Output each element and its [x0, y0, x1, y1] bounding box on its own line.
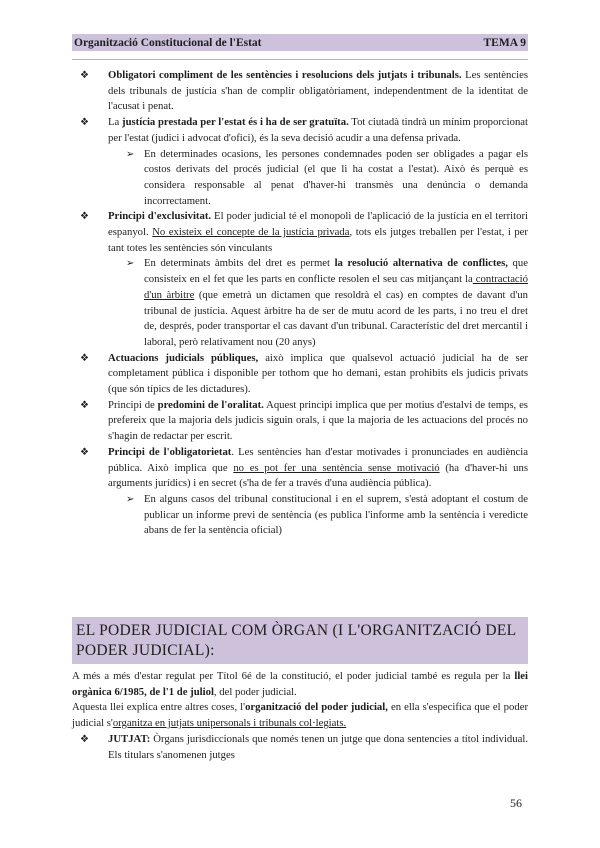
diamond-bullet-icon: ❖ — [80, 211, 89, 223]
diamond-bullet-icon: ❖ — [80, 352, 89, 364]
list-item: ❖ Actuacions judicials públiques, això implica que qualsevol actuació judicial ha de ser completament pública i disponible per tothom que ho demani, estan prohibits els judicis privats (que són típics de les dictadures). — [80, 351, 528, 396]
header-divider — [72, 59, 528, 60]
header-chapter: TEMA 9 — [483, 36, 526, 49]
section-heading: EL PODER JUDICIAL COM ÒRGAN (I L'ORGANITZACIÓ DEL PODER JUDICIAL): — [72, 617, 528, 664]
arrow-bullet-icon: ➢ — [126, 148, 135, 160]
section-body — [72, 669, 528, 763]
paragraph: A més a més d'estar regulat per Títol 6é de la constitució, el poder judicial també es regula per la llei orgànica 6/1985, de l'1 de juliol, del poder judicial. — [72, 670, 528, 698]
page-number: 56 — [510, 796, 522, 810]
diamond-bullet-icon: ❖ — [80, 70, 89, 81]
arrow-bullet-icon: ➢ — [126, 258, 135, 270]
list-item: ❖ Principi de predomini de l'oralitat. Aquest principi implica que per motius d'estalvi de temps, es prefereix que la majoria dels judicis siguin orals, i que la majoria de les actuacions del procés no s'hagin de redactar per escrit. — [80, 398, 528, 443]
list-item: ❖ Principi d'exclusivitat. El poder judicial té el monopoli de l'aplicació de la justícia en el territori espanyol. No existeix el concepte de la justícia privada, tots els jutges treballen per l'estat, i per tant totes les sentències són vinculants — [80, 210, 528, 254]
principles-list — [72, 68, 528, 539]
list-item: ❖ Principi de l'obligatorietat. Les sentències han d'estar motivades i pronunciades en audiència pública. Això implica que no es pot fer una sentència sense motivació (ha d'haver-hi uns arguments jurídics) i en secret (s'ha de fer a través d'una audiència pública). — [80, 445, 528, 490]
list-item: ❖ La justícia prestada per l'estat és i ha de ser gratuïta. Tot ciutadà tindrà un mínim proporcionat per l'estat (judici i advocat d'ofici), és la seva decisió acudir a una defensa privada. — [80, 116, 529, 144]
page-header — [72, 34, 528, 51]
paragraph: Aquesta llei explica entre altres coses, l'organització del poder judicial, en ella s'especifica que el poder judicial s'organitza en jutjats unipersonals i tribunals col·legiats. — [72, 701, 529, 730]
diamond-bullet-icon: ❖ — [80, 446, 89, 458]
sub-list-item: ➢ En determinades ocasions, les persones condemnades poden ser obligades a pagar els costos derivats del procés judicial (el que li ha costat a l'estat). Això és perquè es considera responsable al penat d'haver-hi transmès una denúncia o demanda incorrectament. — [126, 147, 528, 207]
header-title: Organització Constitucional de l'Estat — [74, 36, 262, 49]
sub-list-item: ➢ En alguns casos del tribunal constitucional i en el suprem, s'està adoptant el costum de publicar un informe previ de sentència (es publica l'informe amb la sentència i veredicte abans de fer la sentència oficial) — [126, 492, 528, 537]
list-item: ❖ JUTJAT: Òrgans jurisdiccionals que només tenen un jutge que dona sentencies a títol individual. Els titulars s'anomenen jutges — [80, 732, 528, 761]
arrow-bullet-icon: ➢ — [126, 493, 135, 505]
list-item: ❖ Obligatori compliment de les sentències i resolucions dels jutjats i tribunals. Les sentències dels tribunals de justícia s'han de complir obligatòriament, independentment de la identitat de l'acusat i penat. — [80, 69, 528, 113]
sub-list-item: ➢ En determinats àmbits del dret es permet la resolució alternativa de conflictes, que consisteix en el fet que les parts en conflicte resolen el seu cas mitjançant la contractació d'un àrbitre (que emetrà un dictamen que resoldrà el cas) en comptes de davant d'un tribunal de justícia. Aquest àrbitre ha de ser de mutu acord de les parts, i no treu el dret de, després, poder transportar el cas davant d'un tribunal. Característic del dret mercantil i laboral, però relativament nou (20 anys) — [126, 257, 528, 348]
diamond-bullet-icon: ❖ — [80, 117, 89, 129]
diamond-bullet-icon: ❖ — [80, 733, 89, 745]
diamond-bullet-icon: ❖ — [80, 399, 89, 411]
